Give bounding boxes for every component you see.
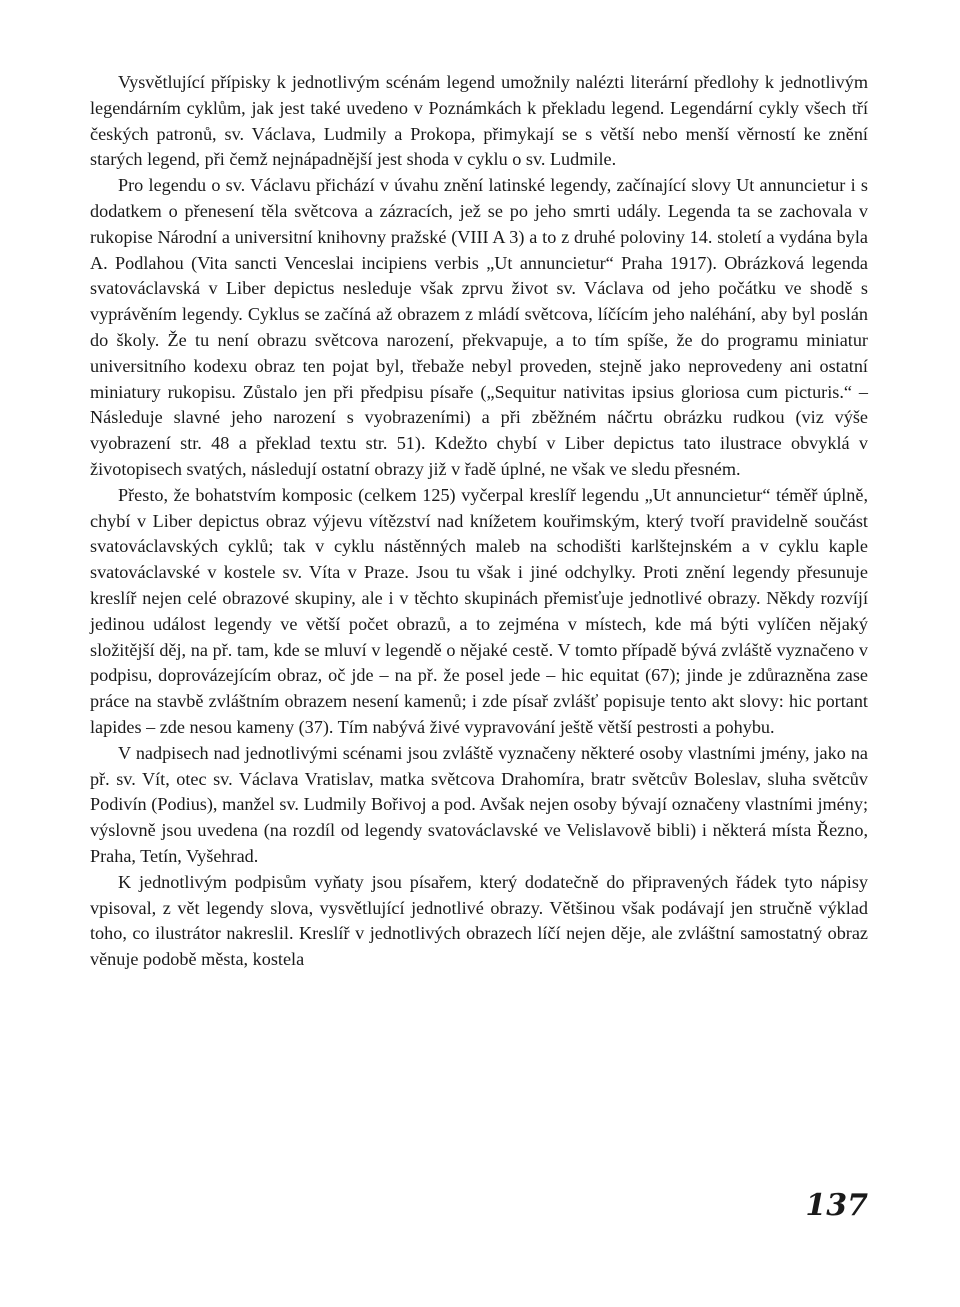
paragraph-3: Přesto, že bohatstvím komposic (celkem 125) vyčerpal kreslíř legendu „Ut annuncietur“ téměř úplně, chybí v Liber depictus obraz výjevu vítězství nad knížetem kouřimským, který tvoří pravidelně součást svatováclavských cyklů; tak v cyklu nástěnných maleb na schodišti karlštejnském a v cyklu kaple svatováclavské v kostele sv. Víta v Praze. Jsou tu však i jiné odchylky. Proti znění legendy přesunuje kreslíř nejen celé obrazové skupiny, ale i v těchto skupinách přemisťuje jednotlivé obrazy. Někdy rozvíjí jedinou událost legendy ve větší počet obrazů, a to zejména v místech, kde má býti vylíčen nějaký složitější děj, na př. tam, kde se mluví v legendě o nějaké cestě. V tomto případě bývá zvláště vyznačeno v podpisu, doprovázejícím obraz, oč jde – na př. že posel jede – hic equitat (67); jinde je zdůrazněna zase práce na stavbě zvláštním obrazem nesení kamenů; i zde písař zvlášť popisuje tento akt slovy: hic portant lapides – zde nesou kameny (37). Tím nabývá živé vypravování ještě větší pestrosti a pohybu. bbox=[90, 484, 868, 737]
body-text bbox=[90, 70, 868, 973]
paragraph-1: Vysvětlující přípisky k jednotlivým scénám legend umožnily nalézti literární předlohy k jednotlivým legendárním cyklům, jak jest také uvedeno v Poznámkách k překladu legend. Legendární cykly všech tří českých patronů, sv. Václava, Ludmily a Prokopa, přimykají se s větší nebo menší věrností ke znění starých legend, při čemž nejnápadnější jest shoda v cyklu o sv. Ludmile. bbox=[90, 72, 868, 170]
paragraph-4: V nadpisech nad jednotlivými scénami jsou zvláště vyznačeny některé osoby vlastními jmény, jako na př. sv. Vít, otec sv. Václava Vratislav, matka světcova Drahomíra, bratr světcův Boleslav, sluha světcův Podivín (Podius), manžel sv. Ludmily Bořivoj a pod. Avšak nejen osoby bývají označeny vlastními jmény; výslovně jsou uvedena (na rozdíl od legendy svatováclavské ve Velislavově bibli) i některá místa Řezno, Praha, Tetín, Vyšehrad. bbox=[90, 742, 868, 866]
page-number: 137 bbox=[805, 1188, 868, 1223]
paragraph-2: Pro legendu o sv. Václavu přichází v úvahu znění latinské legendy, začínající slovy Ut annuncietur i s dodatkem o přenesení těla světcova a zázracích, jež se po jeho smrti udály. Legenda ta se zachovala v rukopise Národní a universitní knihovny pražské (VIII A 3) a to z druhé poloviny 14. století a vydána byla A. Podlahou (Vita sancti Venceslai incipiens verbis „Ut annuncietur“ Praha 1917). Obrázková legenda svatováclavská v Liber depictus nesleduje však zprvu život sv. Václava od jeho počátku ve shodě s vyprávěním legendy. Cyklus se začíná až obrazem z mládí světcova, líčícím jeho naléhání, aby byl poslán do školy. Že tu není obrazu světcova narození, překvapuje, a to tím spíše, že do programu miniatur universitního kodexu obraz ten pojat byl, třebaže nebyl proveden, stejně jako neprovedeny ani ostatní miniatury rukopisu. Zůstalo jen při předpisu písaře („Sequitur nativitas ipsius gloriosa cum picturis.“ – Následuje slavné jeho narození s vyobrazeními) a při zběžném náčrtu obrázku rudkou (viz výše vyobrazení str. 48 a překlad textu str. 51). Kdežto chybí v Liber depictus tato ilustrace obvyklá v životopisech svatých, následují ostatní obrazy již v řadě úplné, ne však ve sledu přesném. bbox=[90, 175, 868, 479]
paragraph-5: K jednotlivým podpisům vyňaty jsou písařem, který dodatečně do připravených řádek tyto nápisy vpisoval, z vět legendy slova, vysvětlující jednotlivé obrazy. Většinou však podávají jen stručně výklad toho, co ilustrátor nakreslil. Kreslíř v jednotlivých obrazech líčí nejen děje, ale zvláštní samostatný obraz věnuje podobě města, kostela bbox=[90, 871, 868, 970]
